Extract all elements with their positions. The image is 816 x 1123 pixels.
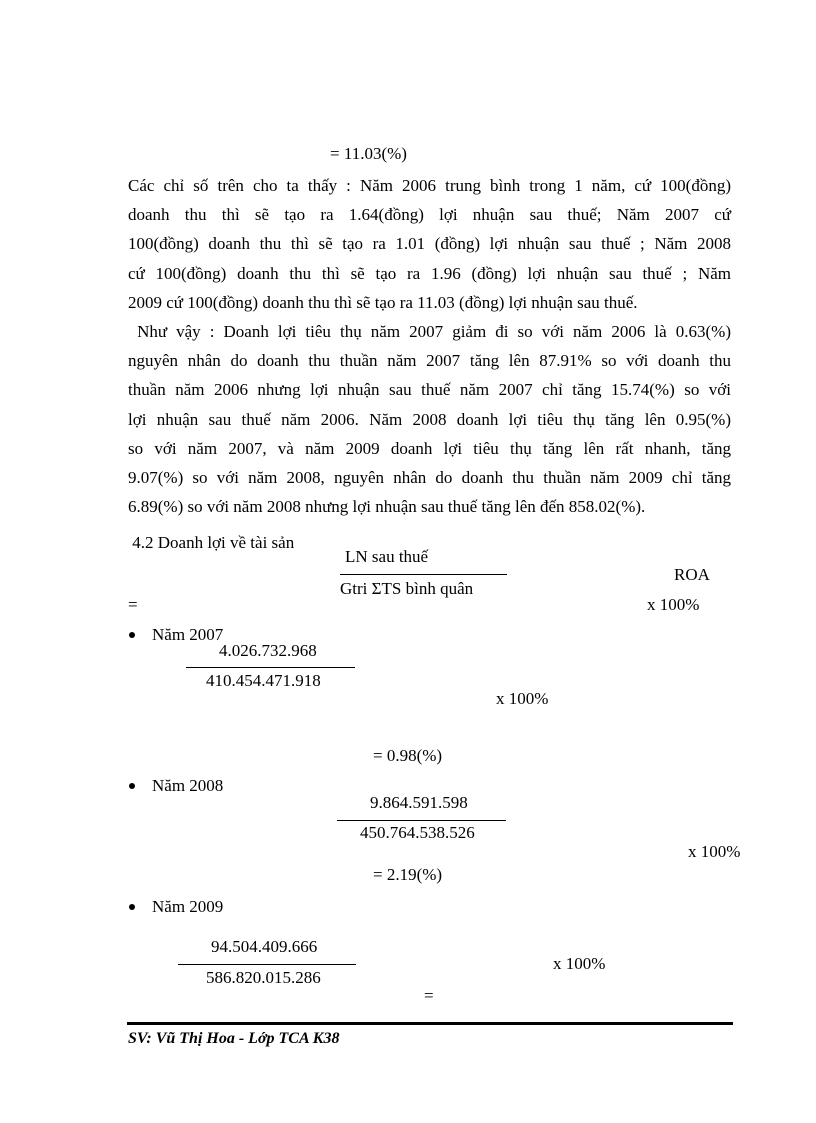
fraction-bar [186, 667, 355, 668]
top-result: = 11.03(%) [330, 144, 407, 163]
fraction-bar [337, 820, 506, 821]
year-result: = 2.19(%) [373, 865, 443, 884]
text-line: Các chỉ số trên cho ta thấy : Năm 2006 trung bình trong 1 năm, cứ 100(đồng) [128, 176, 731, 195]
paragraph-2 [128, 317, 731, 521]
roa-label: ROA [674, 565, 710, 584]
bullet-icon [129, 904, 135, 910]
fraction-bar [178, 964, 356, 965]
footer-text: SV: Vũ Thị Hoa - Lớp TCA K38 [128, 1030, 340, 1047]
text-line: cứ 100(đồng) doanh thu thì sẽ tạo ra 1.96 (đồng) lợi nhuận sau thuế ; Năm [128, 263, 731, 283]
text-line: nguyên nhân do doanh thu thuần năm 2007 tăng lên 87.91% so với doanh thu [128, 351, 731, 371]
year-denominator: 586.820.015.286 [206, 968, 321, 987]
footer-rule [127, 1022, 733, 1025]
bullet-icon [129, 783, 135, 789]
year-numerator: 94.504.409.666 [211, 937, 318, 956]
year-label: Năm 2009 [152, 897, 224, 916]
text-line: 9.07(%) so với năm 2008, nguyên nhân do doanh thu thuần năm 2009 chỉ tăng [128, 467, 731, 487]
multiply-100: x 100% [688, 842, 741, 861]
text-line: Như vậy : Doanh lợi tiêu thụ năm 2007 giảm đi so với năm 2006 là 0.63(%) [128, 322, 731, 341]
year-numerator: 9.864.591.598 [370, 793, 468, 812]
text-line: thuần năm 2006 nhưng lợi nhuận sau thuế năm 2007 chỉ tăng 15.74(%) so với [128, 380, 731, 400]
formula-denominator: Gtri ΣTS bình quân [340, 579, 474, 598]
formula-numerator: LN sau thuế [345, 547, 429, 566]
section-heading: 4.2 Doanh lợi về tài sản [128, 533, 295, 552]
year-denominator: 410.454.471.918 [206, 671, 321, 690]
multiply-100: x 100% [647, 595, 700, 614]
equals-sign: = [424, 986, 434, 1005]
year-result: = 0.98(%) [373, 746, 443, 765]
text-line: doanh thu thì sẽ tạo ra 1.64(đồng) lợi nhuận sau thuế; Năm 2007 cứ [128, 205, 731, 225]
year-denominator: 450.764.538.526 [360, 823, 475, 842]
multiply-100: x 100% [553, 954, 606, 973]
equals-sign: = [128, 595, 138, 614]
paragraph-1 [128, 171, 731, 317]
text-line: 100(đồng) doanh thu thì sẽ tạo ra 1.01 (đồng) lợi nhuận sau thuế ; Năm 2008 [128, 234, 731, 254]
bullet-icon [129, 632, 135, 638]
text-line: so với năm 2007, và năm 2009 doanh lợi tiêu thụ tăng lên rất nhanh, tăng [128, 438, 731, 458]
text-line: 6.89(%) so với năm 2008 nhưng lợi nhuận sau thuế tăng lên đến 858.02(%). [128, 497, 646, 517]
text-line: 2009 cứ 100(đồng) doanh thu thì sẽ tạo ra 11.03 (đồng) lợi nhuận sau thuế. [128, 292, 638, 312]
text-line: lợi nhuận sau thuế năm 2006. Năm 2008 doanh lợi tiêu thụ tăng lên 0.95(%) [128, 409, 731, 429]
fraction-bar [340, 574, 507, 575]
year-label: Năm 2007 [152, 625, 224, 644]
multiply-100: x 100% [496, 689, 549, 708]
year-numerator: 4.026.732.968 [219, 641, 317, 660]
year-label: Năm 2008 [152, 776, 224, 795]
